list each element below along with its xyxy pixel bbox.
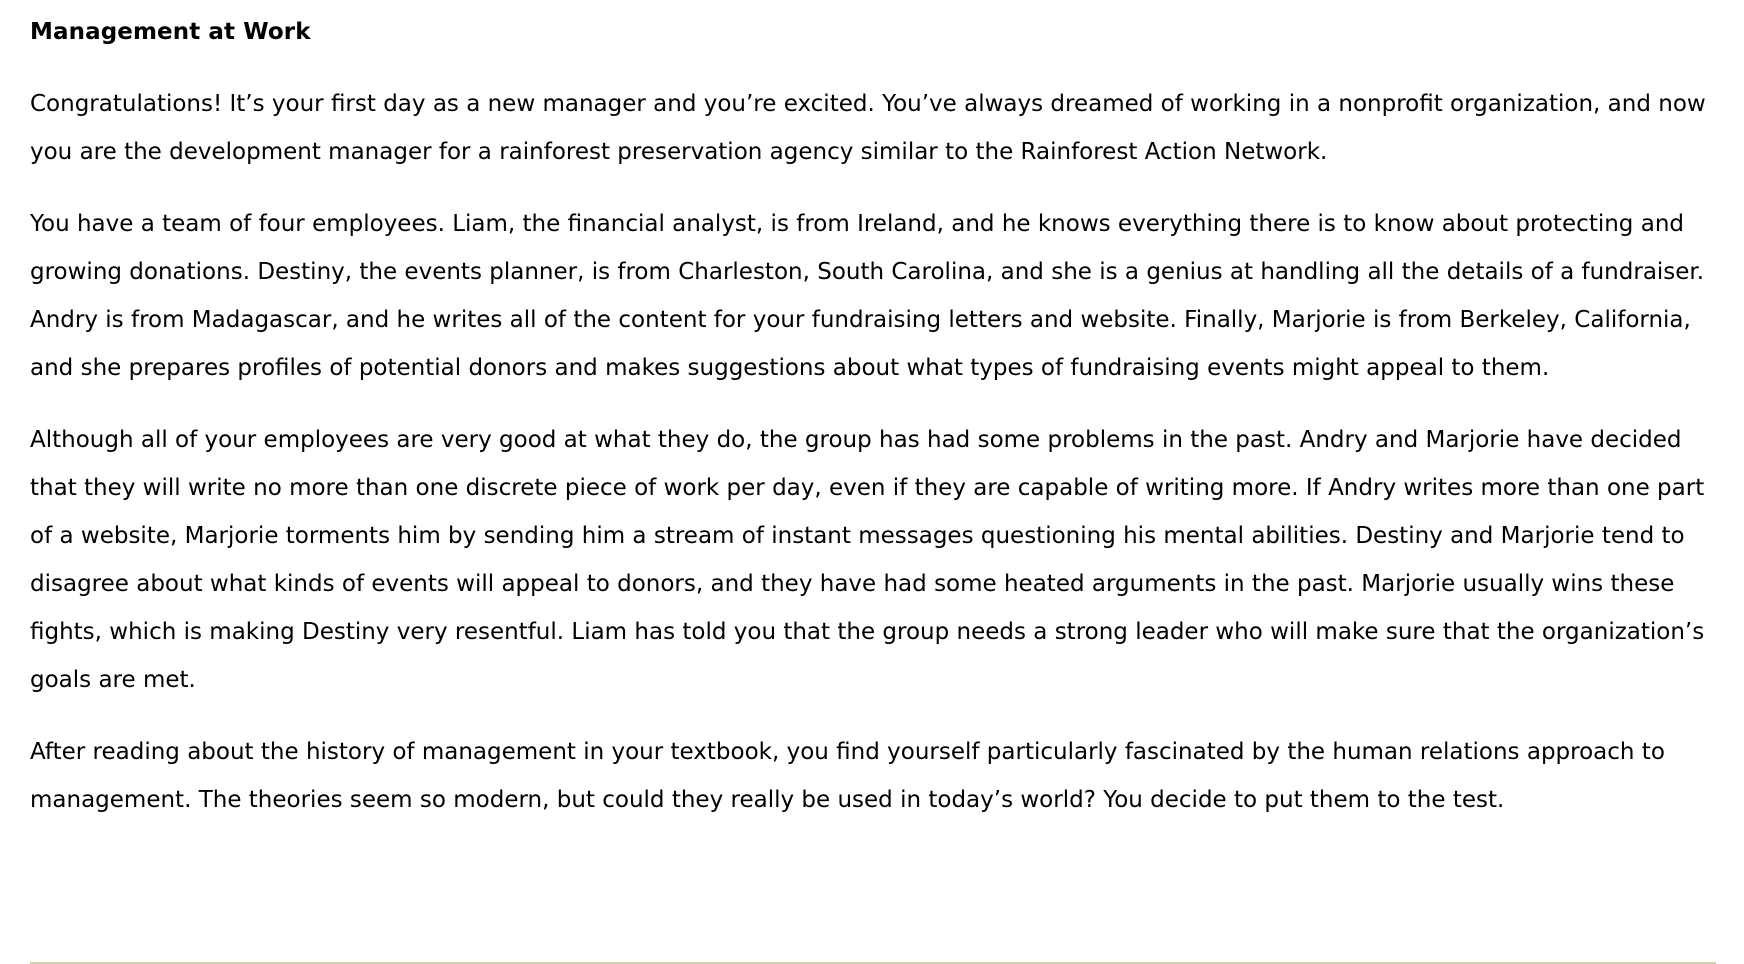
paragraph-team: You have a team of four employees. Liam, the financial analyst, is from Ireland, and he knows everything there is to know about protecting and growing donations. Destiny, the events planner, is from Charleston, South Carolina, and she is a genius at handling all the details of a fundraiser. Andry is from Madagascar, and he writes all of the content for your fundraising letters and website. Finally, Marjorie is from Berkeley, California, and she prepares profiles of potential donors and makes suggestions about what types of fundraising events might appeal to them. bbox=[30, 211, 1705, 381]
section-title: Management at Work bbox=[30, 19, 311, 45]
paragraph-intro: Congratulations! It’s your first day as a new manager and you’re excited. You’ve always dreamed of working in a nonprofit organization, and now you are the development manager for a rainforest preservation agency similar to the Rainforest Action Network. bbox=[30, 91, 1706, 165]
paragraph-problems: Although all of your employees are very good at what they do, the group has had some problems in the past. Andry and Marjorie have decided that they will write no more than one discrete piece of work per day, even if they are capable of writing more. If Andry writes more than one part of a website, Marjorie torments him by sending him a stream of instant messages questioning his mental abilities. Destiny and Marjorie tend to disagree about what kinds of events will appeal to donors, and they have had some heated arguments in the past. Marjorie usually wins these fights, which is making Destiny very resentful. Liam has told you that the group needs a strong leader who will make sure that the organization’s goals are met. bbox=[30, 427, 1705, 693]
paragraph-decision: After reading about the history of management in your textbook, you find yourself particularly fascinated by the human relations approach to management. The theories seem so modern, but could they really be used in today’s world? You decide to put them to the test. bbox=[30, 739, 1665, 813]
